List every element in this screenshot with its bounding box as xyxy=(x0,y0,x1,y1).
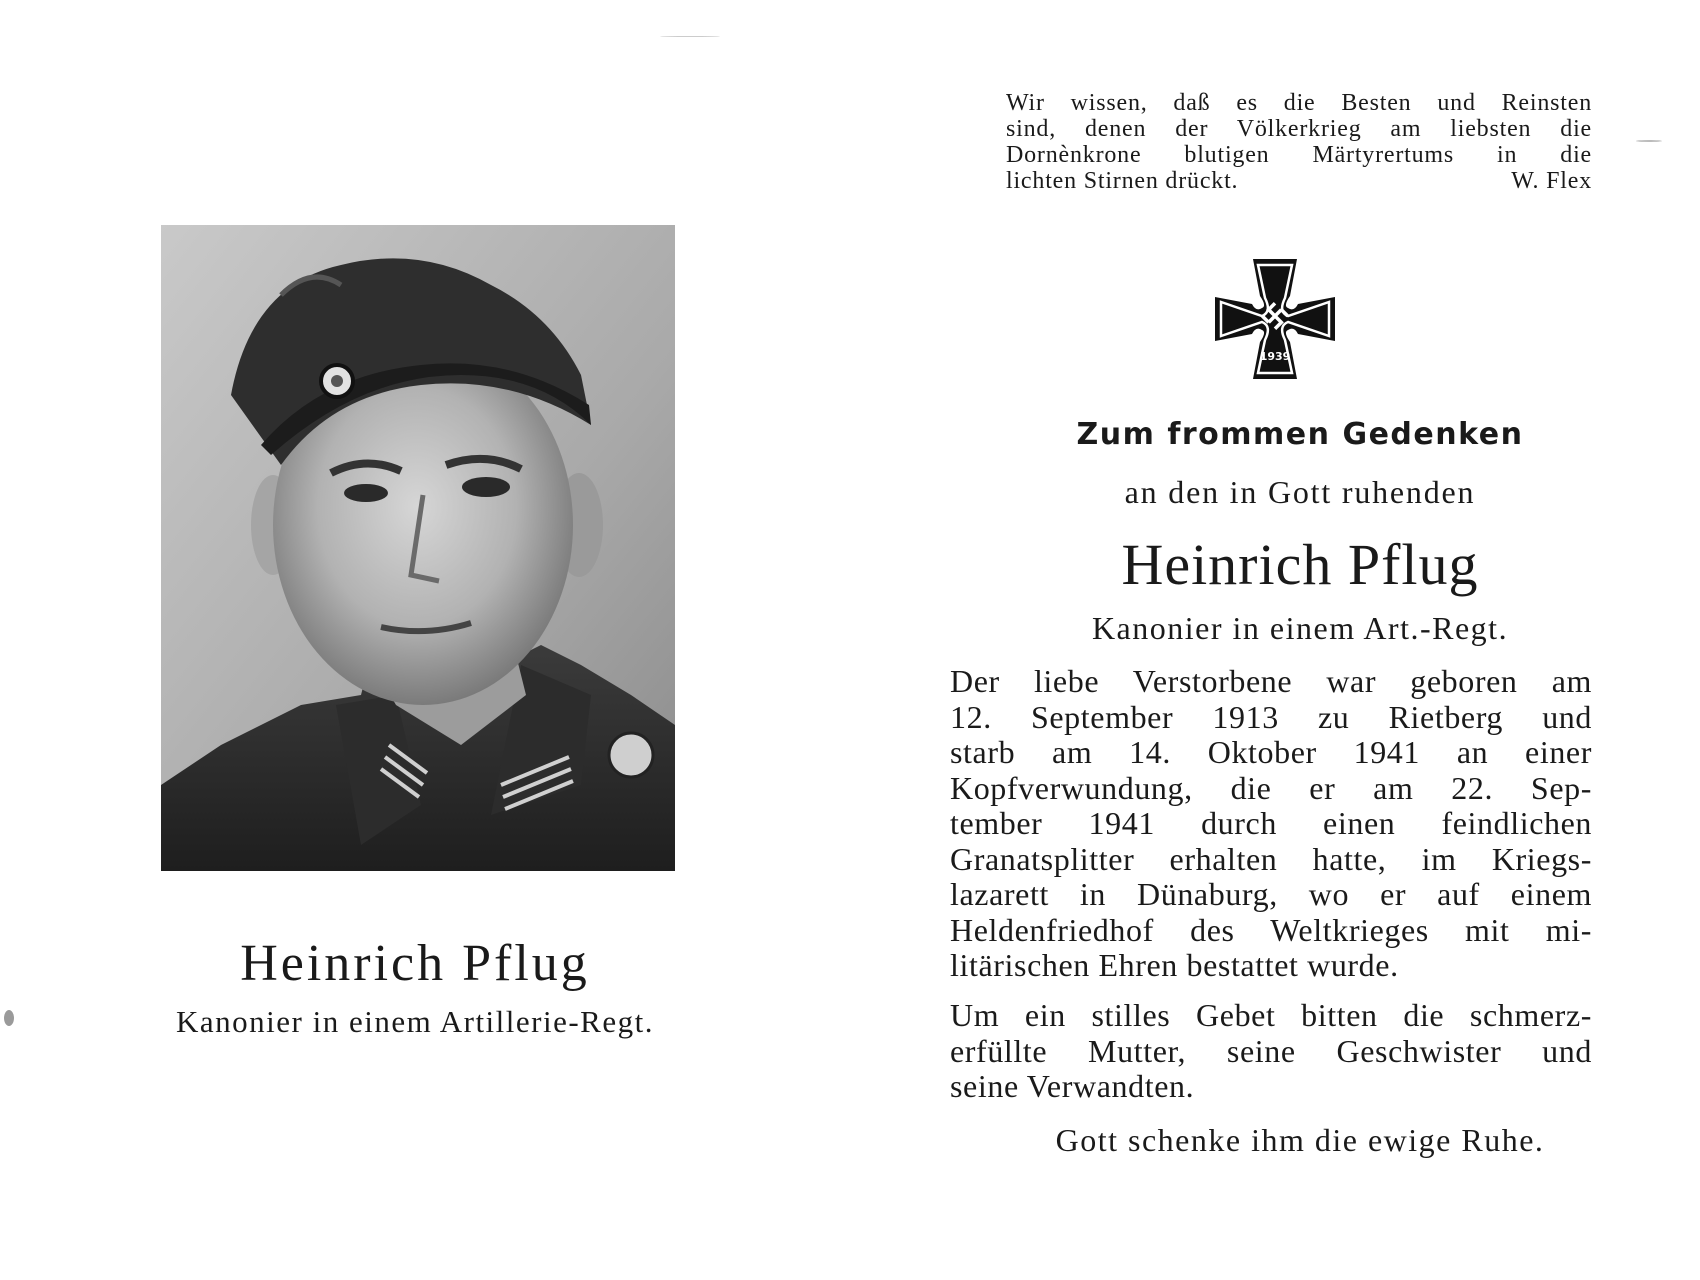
prayer-paragraph xyxy=(950,998,1592,1105)
bio-line: Der liebe Verstorbene war geboren am xyxy=(950,663,1592,699)
right-rank: Kanonier in einem Art.-Regt. xyxy=(1091,610,1509,646)
biography-paragraph xyxy=(950,664,1592,984)
cross-year: 1939 xyxy=(1259,350,1291,363)
paper-speck xyxy=(1636,140,1662,142)
epigraph-quote xyxy=(1006,90,1592,194)
bio-line: 12. September 1913 zu Rietberg und xyxy=(950,698,1592,735)
portrait-photo xyxy=(161,225,675,871)
memorial-heading: Zum frommen Gedenken xyxy=(1076,417,1524,452)
closing-blessing: Gott schenke ihm die ewige Ruhe. xyxy=(1055,1122,1545,1158)
prayer-line: erfüllte Mutter, seine Geschwister und xyxy=(950,1032,1592,1069)
bio-line: tember 1941 durch einen feindlichen xyxy=(950,805,1592,841)
bio-line: Granatsplitter erhalten hatte, im Kriegs- xyxy=(950,840,1592,877)
prayer-line: Um ein stilles Gebet bitten die schmerz- xyxy=(950,997,1592,1033)
paper-speck xyxy=(660,36,720,37)
bio-line: lazarett in Dünaburg, wo er auf einem xyxy=(950,876,1592,912)
prayer-line: seine Verwandten. xyxy=(950,1068,1195,1104)
left-rank: Kanonier in einem Artillerie-Regt. xyxy=(176,1004,654,1039)
epigraph-last-line xyxy=(1006,168,1592,194)
bio-line: litärischen Ehren bestattet wurde. xyxy=(950,947,1399,983)
right-name: Heinrich Pflug xyxy=(1121,532,1479,597)
epigraph-author: W. Flex xyxy=(1511,168,1592,194)
paper-speck xyxy=(4,1010,14,1026)
bio-line: Heldenfriedhof des Weltkrieges mit mi- xyxy=(950,911,1592,948)
bio-line: starb am 14. Oktober 1941 an einer xyxy=(950,734,1592,770)
memorial-subheading: an den in Gott ruhenden xyxy=(1124,474,1476,510)
epigraph-line: sind, denen der Völkerkrieg am liebsten die xyxy=(1006,116,1592,142)
epigraph-line: Wir wissen, daß es die Besten und Reinsten xyxy=(1006,90,1592,116)
iron-cross-icon xyxy=(1212,256,1338,382)
bio-line: Kopfverwundung, die er am 22. Sep- xyxy=(950,769,1592,806)
left-name: Heinrich Pflug xyxy=(240,935,590,992)
epigraph-line: Dornènkrone blutigen Märtyrertums in die xyxy=(1006,142,1592,168)
epigraph-line: lichten Stirnen drückt. xyxy=(1006,168,1239,194)
